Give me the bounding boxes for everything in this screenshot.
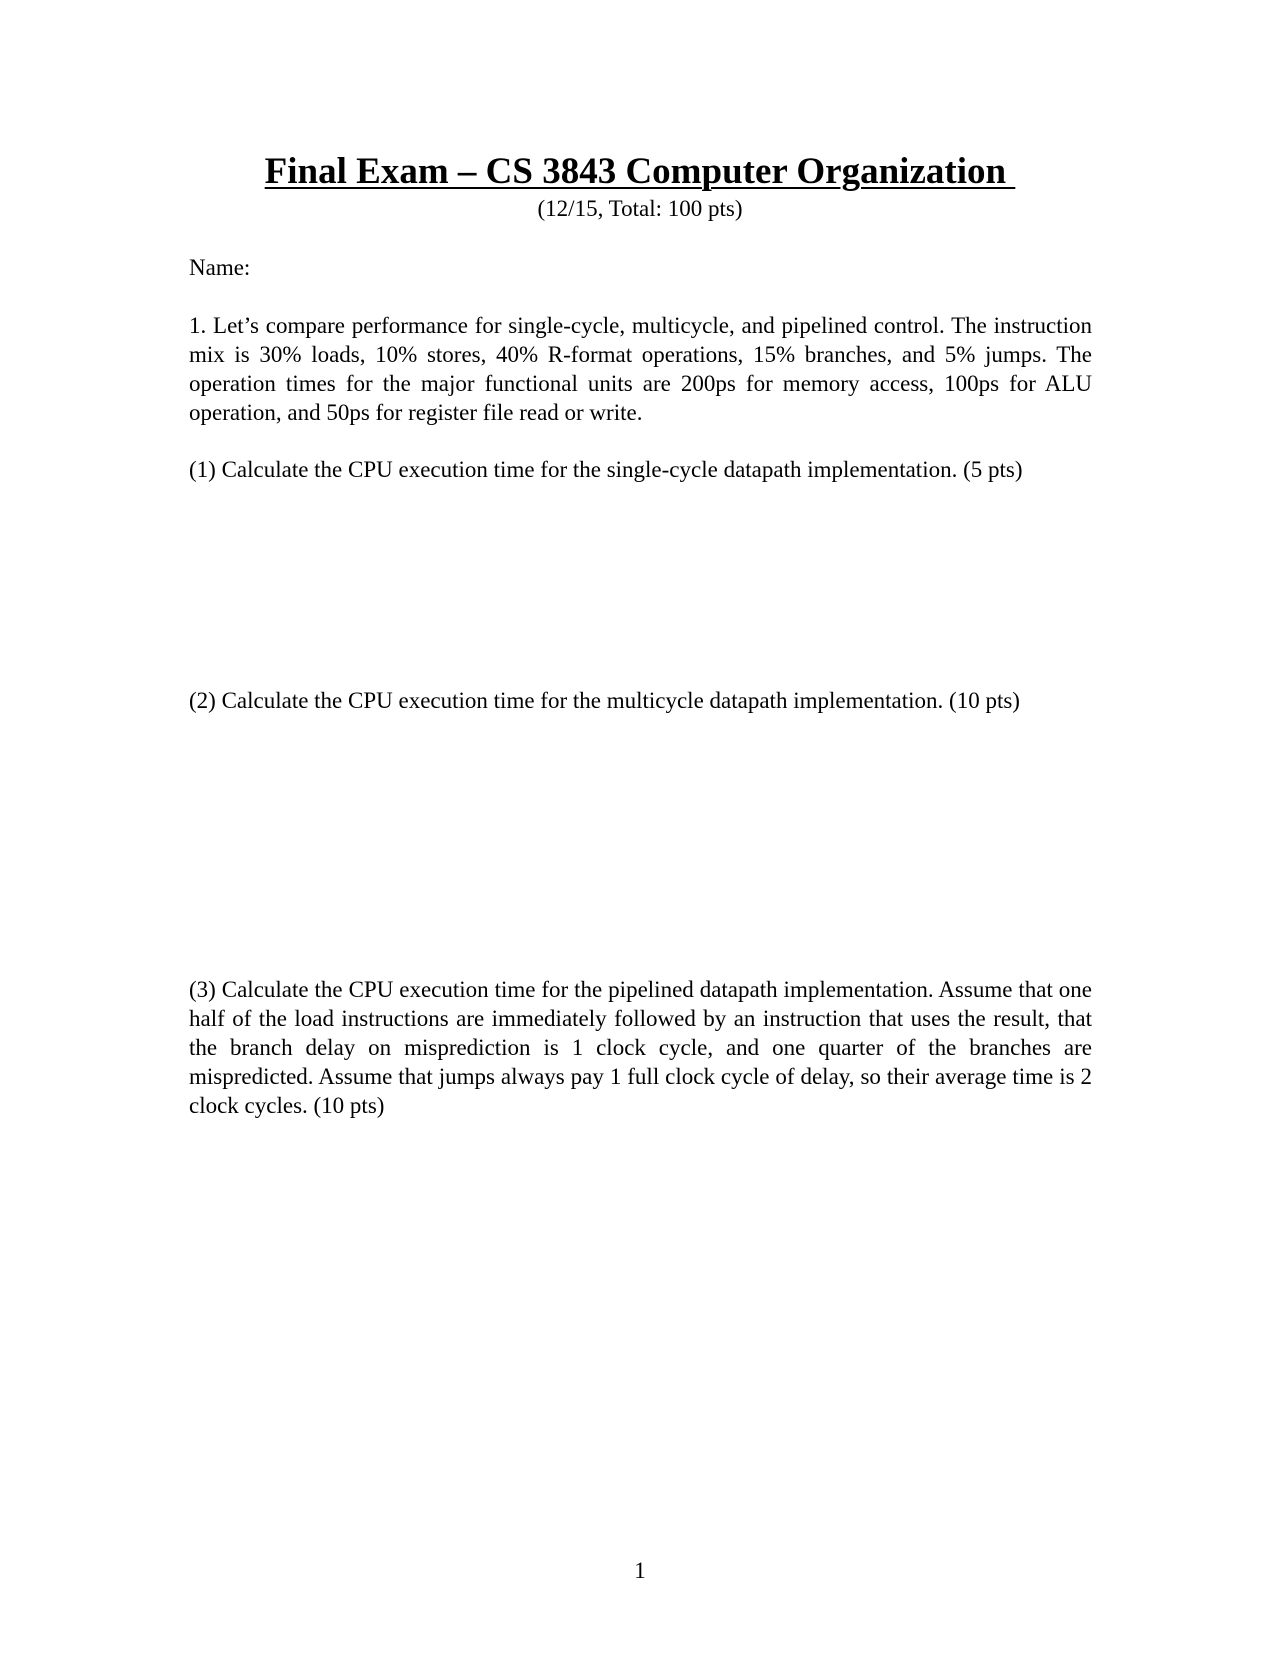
name-label: Name: bbox=[189, 255, 251, 280]
exam-date-points: (12/15, Total: 100 pts) bbox=[537, 196, 743, 221]
question-1-intro: 1. Let’s compare performance for single-cycle, multicycle, and pipelined control. The instruction mix is 30% loads, 10% stores, 40% R-format operations, 15% branches, and 5% jumps. The operation times for the major functional units are 200ps for memory access, 100ps for ALU operation, and 50ps for register file read or write. bbox=[189, 313, 1092, 425]
question-1-part-1: (1) Calculate the CPU execution time for the single-cycle datapath implementation. (5 pts) bbox=[189, 457, 1023, 482]
page-title: Final Exam – CS 3843 Computer Organization bbox=[264, 151, 1016, 192]
question-1-part-2: (2) Calculate the CPU execution time for the multicycle datapath implementation. (10 pts) bbox=[189, 688, 1020, 713]
page-number: 1 bbox=[634, 1558, 646, 1583]
question-1-part-3: (3) Calculate the CPU execution time for the pipelined datapath implementation. Assume that one half of the load instructions are immediately followed by an instruction that uses the result, that the branch delay on misprediction is 1 clock cycle, and one quarter of the branches are mispredicted. Assume that jumps always pay 1 full clock cycle of delay, so their average time is 2 clock cycles. (10 pts) bbox=[189, 977, 1092, 1118]
